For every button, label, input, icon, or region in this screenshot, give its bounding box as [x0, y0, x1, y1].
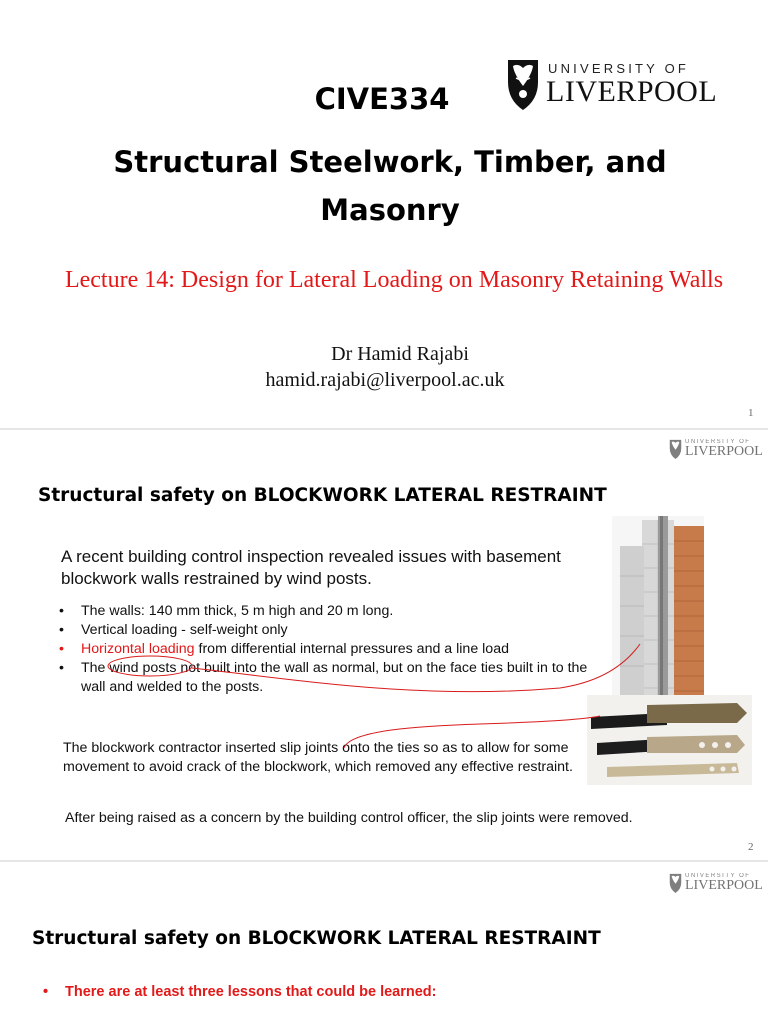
- list-item: • Vertical loading - self-weight only: [59, 622, 288, 638]
- crest-icon: [669, 872, 682, 894]
- logo-line-liverpool: LIVERPOOL: [546, 74, 718, 108]
- bullet-icon: •: [59, 660, 64, 676]
- course-title: Structural Steelwork, Timber, and Masonry: [113, 145, 667, 227]
- page-number: 1: [748, 407, 754, 419]
- list-item: • There are at least three lessons that could be learned:: [43, 984, 437, 1000]
- bullet-icon: •: [43, 984, 49, 1000]
- author-email[interactable]: hamid.rajabi@liverpool.ac.uk: [265, 369, 505, 391]
- slide-1: [0, 0, 768, 428]
- list-item: • The wind posts not built into the wall as normal, but on the face ties built in to the wall and welded to the posts.: [59, 660, 588, 695]
- conclusion-paragraph: After being raised as a concern by the building control officer, the slip joints were removed.: [65, 810, 633, 826]
- university-logo: [669, 438, 763, 460]
- highlight-text: Horizontal loading: [81, 641, 195, 657]
- bullet-list: [59, 602, 599, 697]
- logo-line-university: UNIVERSITY OF: [548, 60, 690, 76]
- slip-ties-image: [587, 695, 752, 785]
- wind-post-wall-image: [612, 516, 704, 716]
- slide-2: [0, 430, 768, 860]
- course-code: CIVE334: [314, 82, 450, 116]
- logo-line-university: UNIVERSITY OF: [685, 439, 751, 445]
- slide-3: [0, 862, 768, 1024]
- author-name: Dr Hamid Rajabi: [331, 343, 469, 365]
- bullet-icon: •: [59, 603, 64, 619]
- list-item: • The walls: 140 mm thick, 5 m high and 20 m long.: [59, 603, 394, 619]
- slide-heading: Structural safety on BLOCKWORK LATERAL RESTRAINT: [38, 485, 607, 506]
- intro-text: A recent building control inspection revealed issues with basement blockwork walls restrained by wind posts.: [61, 547, 561, 588]
- slide-heading: Structural safety on BLOCKWORK LATERAL RESTRAINT: [32, 928, 601, 949]
- crest-icon: [669, 438, 682, 460]
- bullet-icon: •: [59, 641, 64, 657]
- lecture-title: Lecture 14: Design for Lateral Loading on Masonry Retaining Walls: [64, 267, 724, 293]
- contractor-paragraph: The blockwork contractor inserted slip joints onto the ties so as to allow for some movement to avoid crack of the blockwork, which removed any effective restraint.: [63, 740, 573, 775]
- page-number: 2: [748, 841, 754, 853]
- logo-line-liverpool: LIVERPOOL: [685, 444, 763, 459]
- logo-line-university: UNIVERSITY OF: [685, 873, 751, 879]
- logo-line-liverpool: LIVERPOOL: [685, 878, 763, 893]
- bullet-icon: •: [59, 622, 64, 638]
- university-logo: [669, 872, 763, 894]
- list-item: • Horizontal loading from differential internal pressures and a line load: [59, 641, 509, 657]
